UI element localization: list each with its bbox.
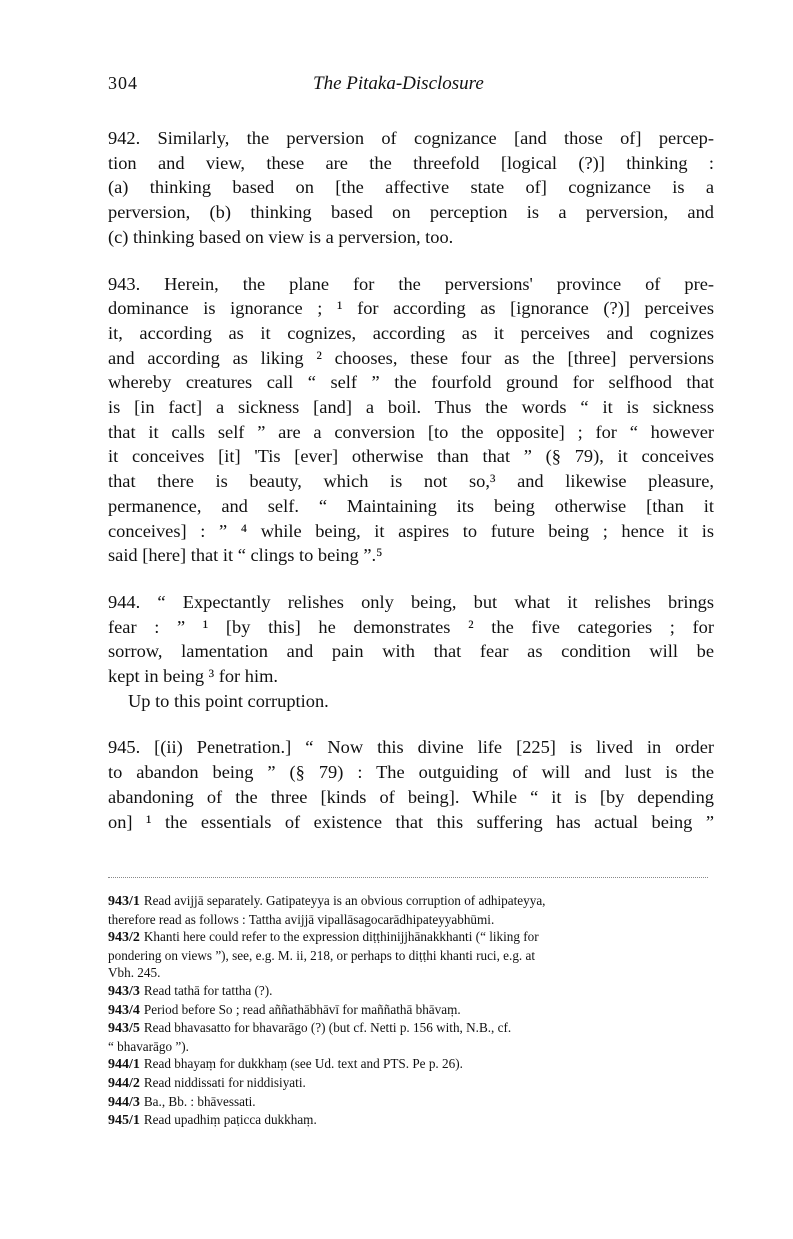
footnote-ref: 944/2 <box>108 1075 140 1091</box>
section-closing: Up to this point corruption. <box>128 690 329 711</box>
footnotes <box>108 892 708 1130</box>
footnote-ref: 943/3 <box>108 983 140 999</box>
main-text <box>108 126 714 856</box>
text-line: permanence, and self. “ Maintaining its being otherwise [than it <box>108 495 714 516</box>
footnote <box>108 982 708 1001</box>
text-line: (a) thinking based on [the affective state of] cognizance is a <box>108 177 714 198</box>
footnote-text: Period before So ; read aññathābhāvī for maññathā bhāvaṃ. <box>143 1001 461 1017</box>
text-line: 945. [(ii) Penetration.] “ Now this divine life [225] is lived in order <box>108 737 714 758</box>
text-line: fear : ” ¹ [by this] he demonstrates ² the five categories ; for <box>108 616 714 637</box>
footnote-text: therefore read as follows : Tattha avijjā vipallāsagocarādhipateyyabhūmi. <box>108 911 495 927</box>
text-line: abandoning of the three [kinds of being]. While “ it is [by depending <box>108 786 714 807</box>
text-line: and according as liking ² chooses, these four as the [three] perversions <box>108 347 714 368</box>
footnote-text: “ bhavarāgo ”). <box>108 1038 189 1054</box>
footnote-ref: 944/3 <box>108 1094 140 1110</box>
footnote-ref: 944/1 <box>108 1057 140 1073</box>
text-line: it conceives [it] 'Tis [ever] otherwise than that ” (§ 79), it conceives <box>108 446 714 467</box>
page-header <box>108 73 708 97</box>
text-line: whereby creatures call “ self ” the fourfold ground for selfhood that <box>108 372 714 393</box>
footnote-text: Read upadhiṃ paṭicca dukkhaṃ. <box>143 1112 317 1128</box>
text-line: that it calls self ” are a conversion [to the opposite] ; for “ however <box>108 421 714 442</box>
text-line: that there is beauty, which is not so,³ and likewise pleasure, <box>108 471 714 492</box>
text-line: perversion, (b) thinking based on perception is a perversion, and <box>108 202 714 223</box>
footnote <box>108 1074 708 1093</box>
text-line: is [in fact] a sickness [and] a boil. Thus the words “ it is sickness <box>108 397 714 418</box>
footnote <box>108 892 708 928</box>
footnote-text: Read niddissati for niddisiyati. <box>143 1074 306 1090</box>
footnote <box>108 928 708 982</box>
footnote-text: Vbh. 245. <box>108 965 161 981</box>
footnote-ref: 945/1 <box>108 1113 140 1129</box>
page-number: 304 <box>108 73 138 93</box>
text-line: on] ¹ the essentials of existence that this suffering has actual being ” <box>108 811 714 832</box>
footnote <box>108 1001 708 1020</box>
footnote-text: Khanti here could refer to the expression diṭṭhinijjhānakkhanti (“ liking for <box>143 929 539 945</box>
footnote-text: Read bhavasatto for bhavarāgo (?) (but cf. Netti p. 156 with, N.B., cf. <box>143 1020 512 1036</box>
text-line: sorrow, lamentation and pain with that fear as condition will be <box>108 641 714 662</box>
text-line: 944. “ Expectantly relishes only being, but what it relishes brings <box>108 591 714 612</box>
text-line: it, according as it cognizes, according as it perceives and cognizes <box>108 322 714 343</box>
paragraph-943 <box>108 272 714 568</box>
footnote <box>108 1019 708 1055</box>
footnote-text: Read bhayaṃ for dukkhaṃ (see Ud. text and PTS. Pe p. 26). <box>143 1056 463 1072</box>
footnote-separator <box>108 877 708 878</box>
text-line: conceives] : ” ⁴ while being, it aspires to future being ; hence it is <box>108 520 714 541</box>
running-title: The Pitaka-Disclosure <box>313 73 484 94</box>
footnote-text: Read tathā for tattha (?). <box>143 982 273 998</box>
footnote-text: Read avijjā separately. Gatipateyya is an obvious corruption of adhipateyya, <box>143 893 546 908</box>
footnote-ref: 943/5 <box>108 1021 140 1037</box>
paragraph-944 <box>108 590 714 714</box>
text-line: said [here] that it “ clings to being ”.⁵ <box>108 545 383 566</box>
footnote-ref: 943/2 <box>108 930 140 946</box>
text-line: dominance is ignorance ; ¹ for according as [ignorance (?)] perceives <box>108 298 714 319</box>
footnote <box>108 1093 708 1112</box>
text-line: 943. Herein, the plane for the perversions' province of pre- <box>108 273 714 294</box>
text-line: 942. Similarly, the perversion of cognizance [and those of] percep- <box>108 128 714 148</box>
footnote-text: pondering on views ”), see, e.g. M. ii, 218, or perhaps to diṭṭhi khanti ruci, e.g. at <box>108 947 536 963</box>
text-line: to abandon being ” (§ 79) : The outguiding of will and lust is the <box>108 762 714 783</box>
paragraph-942 <box>108 126 714 250</box>
footnote-ref: 943/4 <box>108 1002 140 1018</box>
footnote-text: Ba., Bb. : bhāvessati. <box>143 1093 256 1109</box>
footnote <box>108 1111 708 1130</box>
footnote-ref: 943/1 <box>108 894 140 909</box>
paragraph-945 <box>108 735 714 834</box>
text-line: (c) thinking based on view is a perversion, too. <box>108 226 454 247</box>
footnote <box>108 1055 708 1074</box>
text-line: kept in being ³ for him. <box>108 666 278 687</box>
text-line: tion and view, these are the threefold [logical (?)] thinking : <box>108 152 714 173</box>
